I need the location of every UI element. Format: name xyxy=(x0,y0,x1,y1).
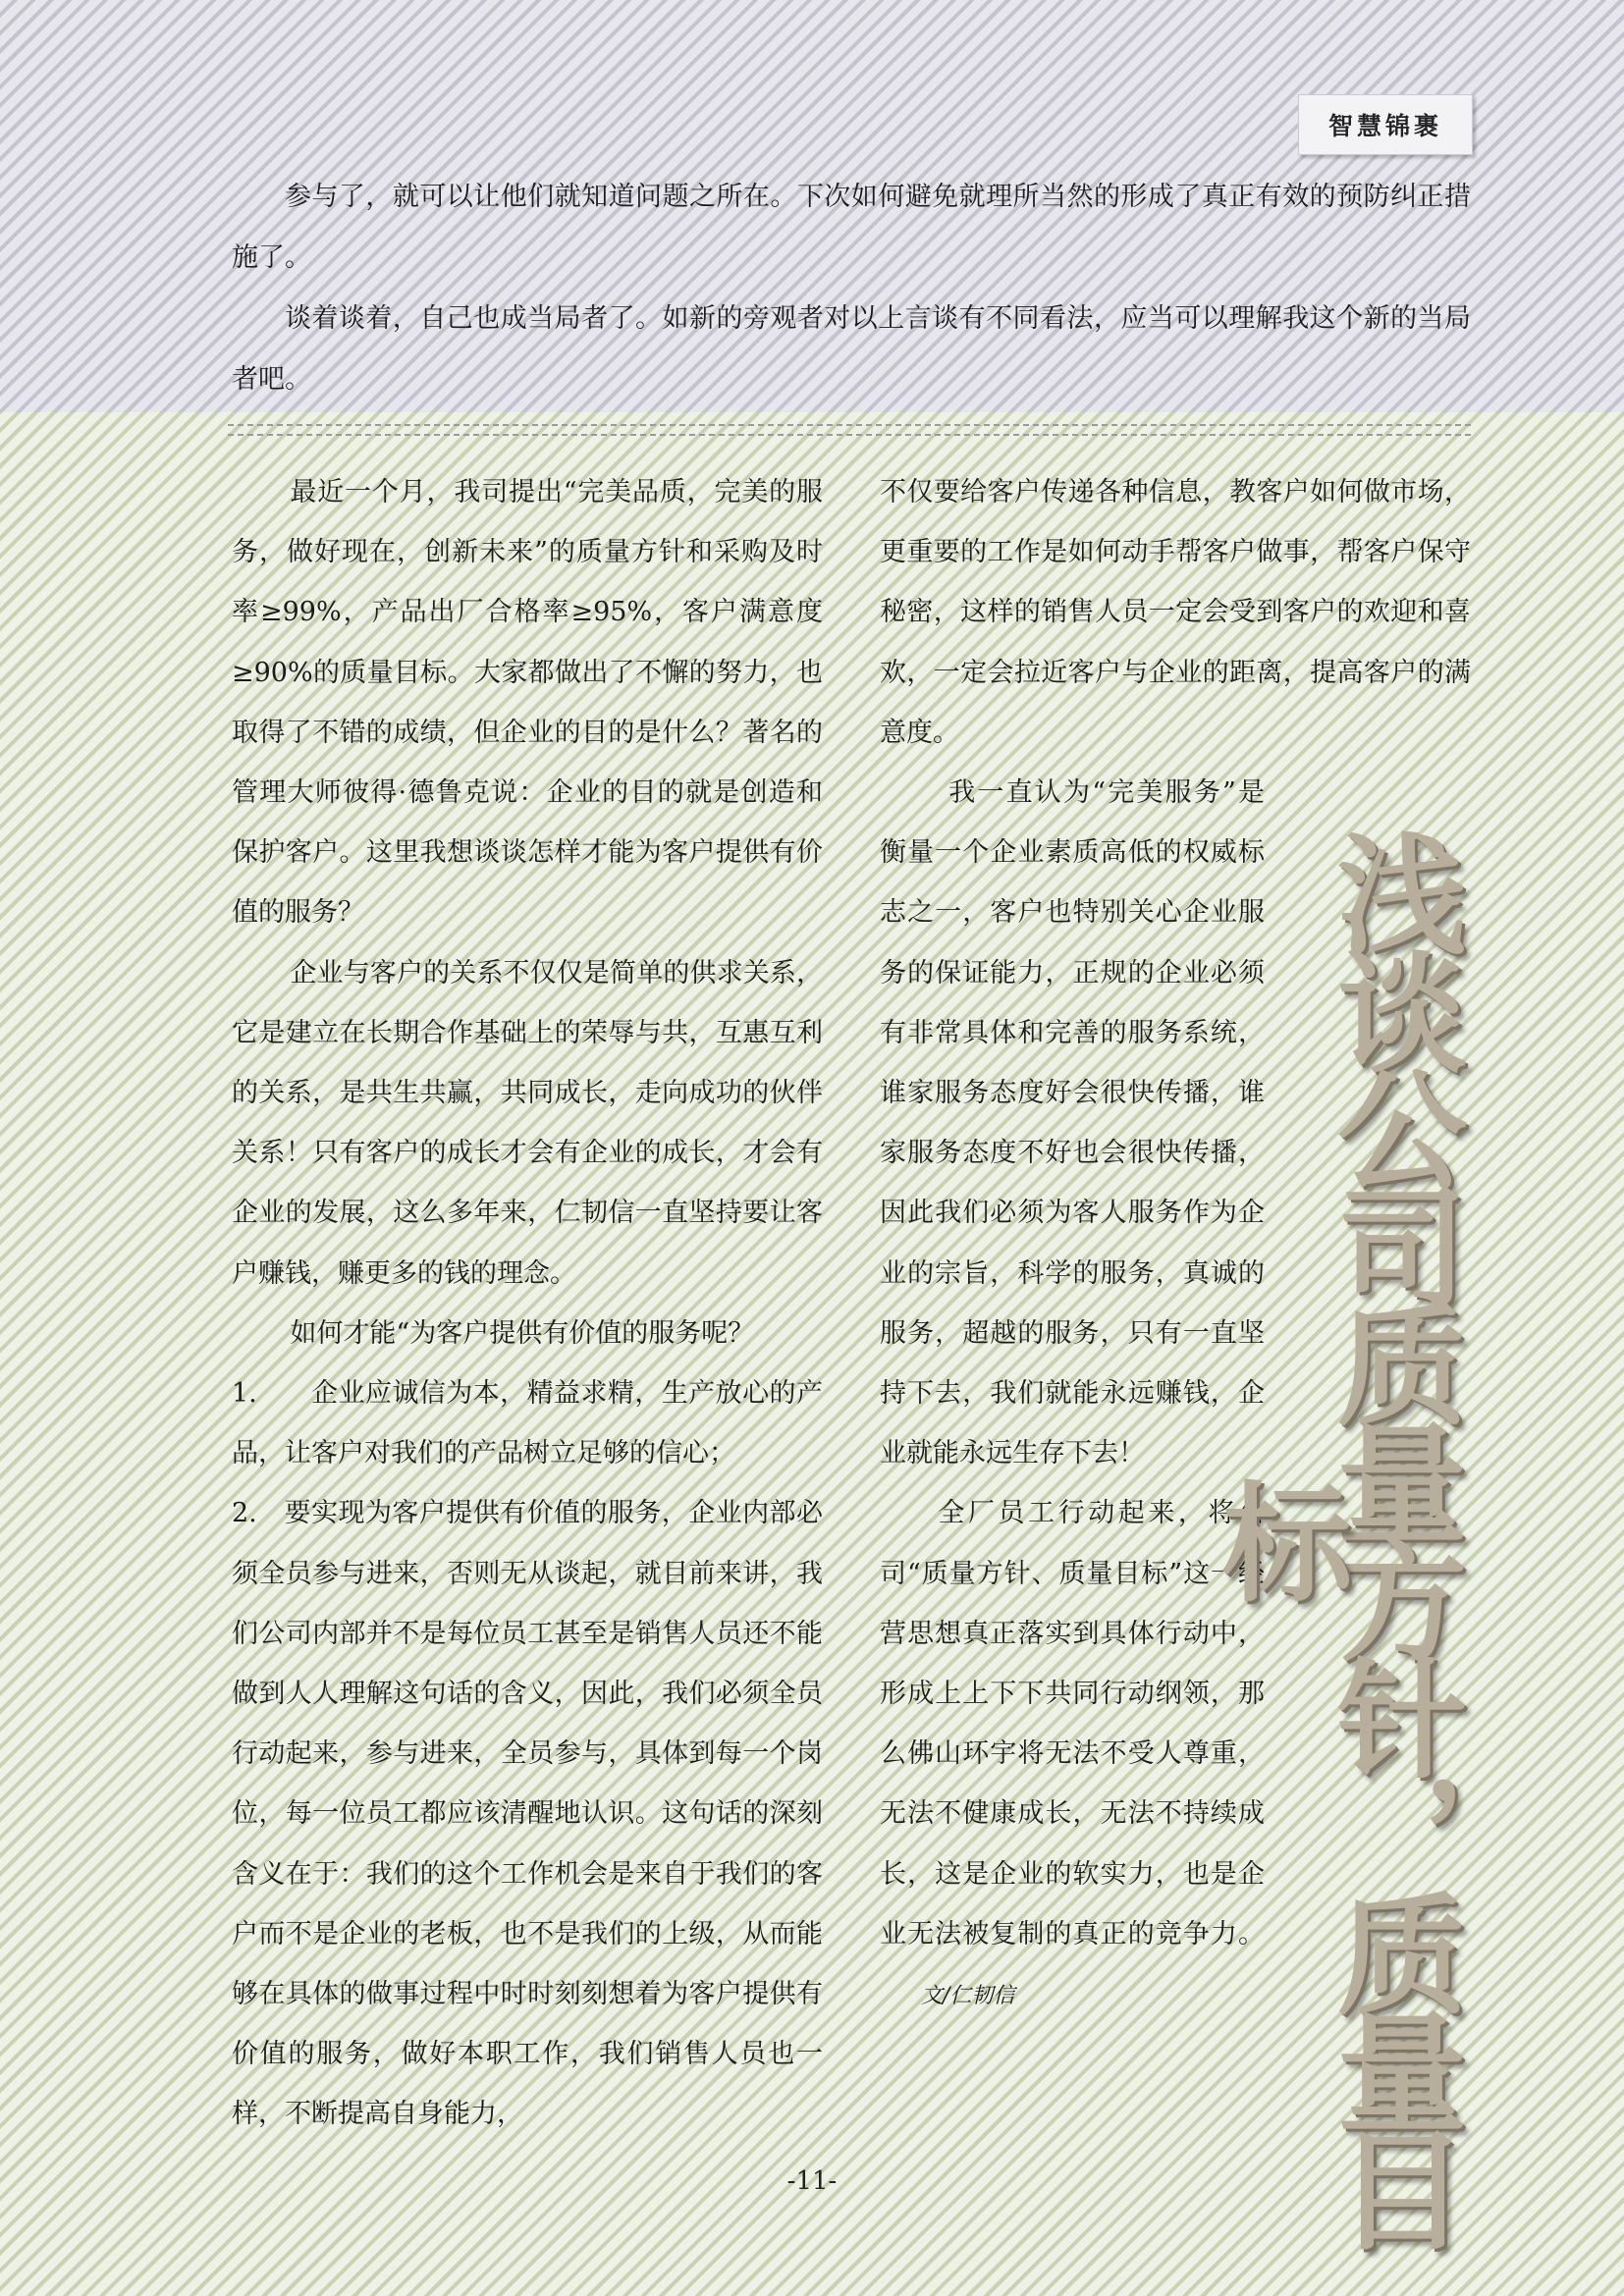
author-byline: 文/仁韧信 xyxy=(921,1984,1015,2009)
list-item: 1. 企业应诚信为本，精益求精，生产放心的产品，让客户对我们的产品树立足够的信心； xyxy=(232,1378,823,1469)
paragraph-continuation: 不仅要给客户传递各种信息，教客户如何做市场，更重要的工作是如何动手帮客户做事，帮客户保守秘密，这样的销售人员一定会受到客户的欢迎和喜欢，一定会拉近客户与企业的距离，提高客户的满意度。 xyxy=(880,477,1471,748)
article-right-column-narrow xyxy=(880,763,1265,2026)
list-item: 2. 要实现为客户提供有价值的服务，企业内部必须全员参与进来，否则无从谈起，就目前来讲，我们公司内部并不是每位员工甚至是销售人员还不能做到人人理解这句话的含义，因此，我们必须全员行动起来，参与进来，全员参与，具体到每一个岗位，每一位员工都应该清醒地认识。这句话的深刻含义在于：我们的这个工作机会是来自于我们的客户而不是企业的老板，也不是我们的上级，从而能够在具体的做事过程中时时刻刻想着为客户提供有价值的服务，做好本职工作，我们销售人员也一样，不断提高自身能力， xyxy=(232,1498,823,2130)
paragraph: 参与了，就可以让他们就知道问题之所在。下次如何避免就理所当然的形成了真正有效的预防纠正措施了。 xyxy=(232,182,1471,273)
paragraph: 企业与客户的关系不仅仅是简单的供求关系，它是建立在长期合作基础上的荣辱与共，互惠互利的关系，是共生共赢，共同成长，走向成功的伙伴关系！只有客户的成长才会有企业的成长，才会有企业的发展，这么多年来，仁韧信一直坚持要让客户赚钱，赚更多的钱的理念。 xyxy=(232,957,823,1289)
paragraph: 如何才能“为客户提供有价值的服务呢？ xyxy=(290,1317,755,1349)
section-divider xyxy=(228,424,1471,426)
article-left-column xyxy=(232,462,823,2145)
page-number: -11- xyxy=(786,2166,838,2196)
paragraph: 我一直认为“完美服务”是衡量一个企业素质高低的权威标志之一，客户也特别关心企业服务的保证能力，正规的企业必须有非常具体和完善的服务系统，谁家服务态度好会很快传播，谁家服务态度不好也会很快传播，因此我们必须为客人服务作为企业的宗旨，科学的服务，真诚的服务，超越的服务，只有一直坚持下去，我们就能永远赚钱，企业就能永远生存下去！ xyxy=(880,777,1265,1469)
section-divider xyxy=(228,434,1471,436)
column-name-tag: 智慧锦裹 xyxy=(1298,94,1473,155)
paragraph: 谈着谈着，自己也成当局者了。如新的旁观者对以上言谈有不同看法，应当可以理解我这个新的当局者吧。 xyxy=(232,303,1471,395)
paragraph-text: 全厂员工行动起来，将公司“质量方针、质量目标”这一经营思想真正落实到具体行动中，形成上上下下共同行动纲领，那么佛山环宇将无法不受人尊重，无法不健康成长，无法不持续成长，这是企业的软实力，也是企业无法被复制的真正的竞争力。 xyxy=(880,1498,1265,1949)
article-title: 浅谈公司质量方针，质量目标 xyxy=(1200,827,1466,2241)
previous-article-continuation xyxy=(232,167,1471,410)
paragraph: 最近一个月，我司提出“完美品质，完美的服务，做好现在，创新未来”的质量方针和采购及时率≥99%，产品出厂合格率≥95%，客户满意度≥90%的质量目标。大家都做出了不懈的努力，也取得了不错的成绩，但企业的目的是什么？著名的管理大师彼得·德鲁克说：企业的目的就是创造和保护客户。这里我想谈谈怎样才能为客户提供有价值的服务？ xyxy=(232,477,823,929)
article-right-column-top xyxy=(880,462,1471,763)
